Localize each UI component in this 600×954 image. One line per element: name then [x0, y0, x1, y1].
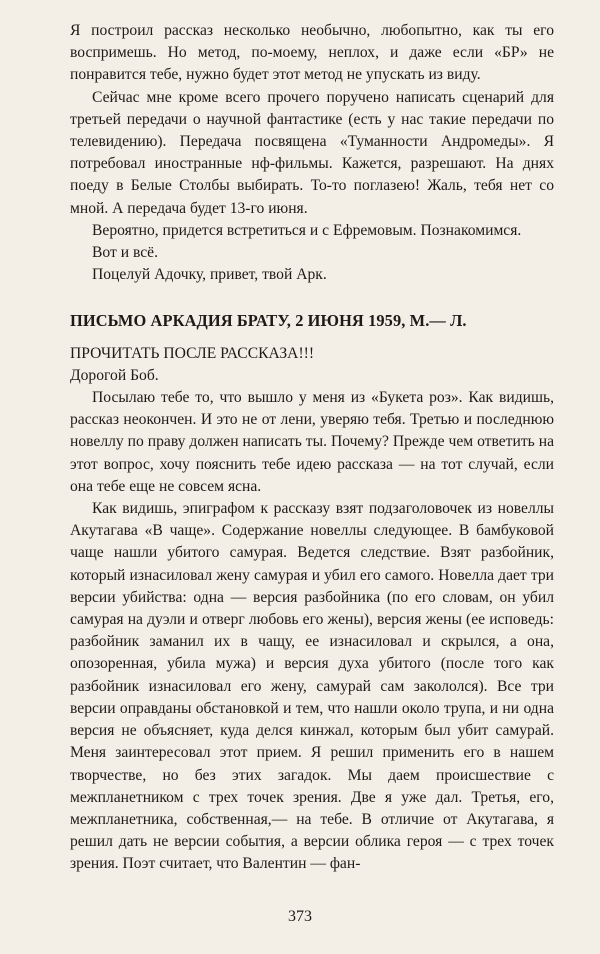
paragraph: Сейчас мне кроме всего прочего поручено написать сценарий для третьей передачи о научной фантастике (есть у нас такие передачи по телевидению). Передача посвящена «Туманности Андромеды». Я потребовал иностранные нф-фильмы. Кажется, разрешают. На днях поеду в Белые Столбы выбирать. То-то поглазею! Жаль, тебя нет со мной. А передача будет 13-го июня. — [70, 88, 554, 217]
paragraph: Как видишь, эпиграфом к рассказу взят подзаголовочек из новеллы Акутагава «В чаще». Содержание новеллы следующее. В бамбуковой чаще нашли убитого самурая. Ведется следствие. Взят разбойник, который изнасиловал жену самурая и убил его самого. Новелла дает три версии убийства: одна — версия разбойника (по его словам, он убил самурая на дуэли и отверг любовь его жены), версия жены (ее исповедь: разбойник заманил их в чащу, ее изнасиловал и скрылся, а она, опозоренная, убила мужа) и версия духа убитого (после того как разбойник изнасиловал его жену, самурай сам закололся). Все три версии оправданы обстановкой и тем, что нашли около трупа, и ни одна версия не объясняет, куда делся кинжал, которым был убит самурай. Меня заинтересовал этот прием. Я решил применить его в нашем творчестве, но без этих загадок. Мы даем происшествие с межпланетником с трех точек зрения. Две я уже дал. Третья, его, межпланетника, собственная,— на тебе. В отличие от Акутагава, я решил дать не версии события, а версии облика героя — с трех точек зрения. Поэт считает, что Валентин — фан- — [70, 500, 554, 873]
paragraph: Поцелуй Адочку, привет, твой Арк. — [92, 266, 327, 284]
page-number: 373 — [288, 908, 312, 925]
paragraph: Вот и всё. — [92, 244, 158, 262]
paragraph: Вероятно, придется встретиться и с Ефремовым. Познакомимся. — [92, 221, 522, 239]
letter-greeting: Дорогой Боб. — [70, 366, 159, 384]
paragraph: Посылаю тебе то, что вышло у меня из «Букета роз». Как видишь, рассказ неокончен. И это не от лени, уверяю тебя. Третью и последнюю новеллу по праву должен написать ты. Почему? Прежде чем ответить на этот вопрос, хочу пояснить тебе идею рассказа — на тот случай, если она тебе еще не совсем ясна. — [70, 389, 554, 495]
paragraph: Я построил рассказ несколько необычно, любопытно, как ты его воспримешь. Но метод, по-моему, неплох, и даже если «БР» не понравится тебе, нужно будет этот метод не упускать из виду. — [70, 22, 554, 84]
letter-heading: ПИСЬМО АРКАДИЯ БРАТУ, 2 ИЮНЯ 1959, М.— Л. — [70, 311, 467, 331]
letter-subheading: ПРОЧИТАТЬ ПОСЛЕ РАССКАЗА!!! — [70, 344, 315, 362]
page-body — [70, 20, 554, 876]
